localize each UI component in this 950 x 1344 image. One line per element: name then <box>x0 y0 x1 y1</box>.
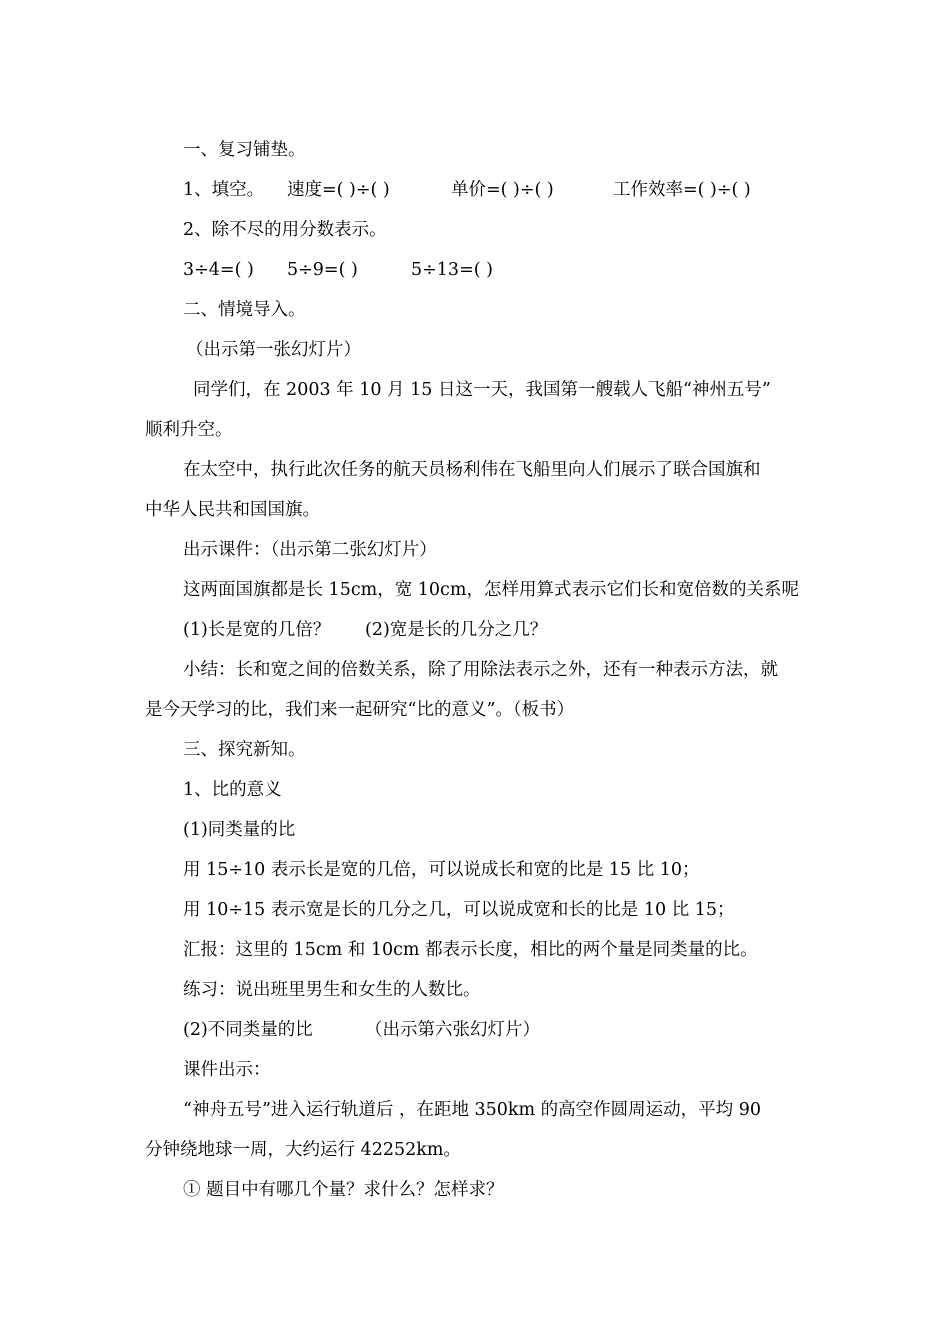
question-1: (1)长是宽的几倍？ <box>183 620 331 640</box>
question-row <box>183 618 583 642</box>
fraction-c: 5÷13=( ) <box>411 260 493 280</box>
diff-kind-heading: (2)不同类量的比 <box>183 1020 313 1040</box>
circle-question: ① 题目中有哪几个量？求什么？怎样求？ <box>183 1180 504 1200</box>
para2-line2: 中华人民共和国国旗。 <box>145 500 320 520</box>
summary-line1: 小结：长和宽之间的倍数关系，除了用除法表示之外，还有一种表示方法，就 <box>183 660 778 680</box>
question-2: (2)宽是长的几分之几？ <box>365 620 548 640</box>
fill-blank-label: 1、填空。 <box>183 180 265 200</box>
report-line: 汇报：这里的 15cm 和 10cm 都表示长度，相比的两个量是同类量的比。 <box>183 940 758 960</box>
fraction-row <box>183 258 583 282</box>
summary-line2: 是今天学习的比，我们来一起研究“比的意义”。（板书） <box>145 700 575 720</box>
section3-title: 三、探究新知。 <box>183 740 306 760</box>
fill-blank-row <box>183 178 833 202</box>
shenzhou-line2: 分钟绕地球一周，大约运行 42252km。 <box>145 1140 461 1160</box>
fill-work-efficiency: 工作效率=( )÷( ) <box>613 180 751 200</box>
use-line2: 用 10÷15 表示宽是长的几分之几，可以说成宽和长的比是 10 比 15； <box>183 900 735 920</box>
meaning-heading: 1、比的意义 <box>183 780 282 800</box>
fraction-instruction: 2、除不尽的用分数表示。 <box>183 220 387 240</box>
fraction-a: 3÷4=( ) <box>183 260 254 280</box>
section1-title: 一、复习铺垫。 <box>183 140 306 160</box>
para1-line2: 顺利升空。 <box>145 420 233 440</box>
fraction-b: 5÷9=( ) <box>287 260 358 280</box>
same-kind-heading: (1)同类量的比 <box>183 820 296 840</box>
use-line1: 用 15÷10 表示长是宽的几倍，可以说成长和宽的比是 15 比 10； <box>183 860 700 880</box>
fill-unit-price: 单价=( )÷( ) <box>451 180 554 200</box>
diff-kind-row <box>183 1018 583 1042</box>
section2-title: 二、情境导入。 <box>183 300 306 320</box>
slide6-note: （出示第六张幻灯片） <box>365 1020 540 1040</box>
flags-question: 这两面国旗都是长 15cm，宽 10cm，怎样用算式表示它们长和宽倍数的关系呢 <box>183 580 799 600</box>
fill-speed: 速度=( )÷( ) <box>287 180 390 200</box>
courseware-show: 课件出示： <box>183 1060 271 1080</box>
practice-line: 练习：说出班里男生和女生的人数比。 <box>183 980 481 1000</box>
para1-line1: 同学们，在 2003 年 10 月 15 日这一天，我国第一艘载人飞船“神州五号” <box>193 380 771 400</box>
shenzhou-line1: “神舟五号”进入运行轨道后 ，在距地 350km 的高空作圆周运动，平均 90 <box>183 1100 762 1120</box>
slide1-note: （出示第一张幻灯片） <box>186 340 361 360</box>
courseware-note: 出示课件：（出示第二张幻灯片） <box>183 540 437 560</box>
para2-line1: 在太空中，执行此次任务的航天员杨利伟在飞船里向人们展示了联合国旗和 <box>183 460 761 480</box>
